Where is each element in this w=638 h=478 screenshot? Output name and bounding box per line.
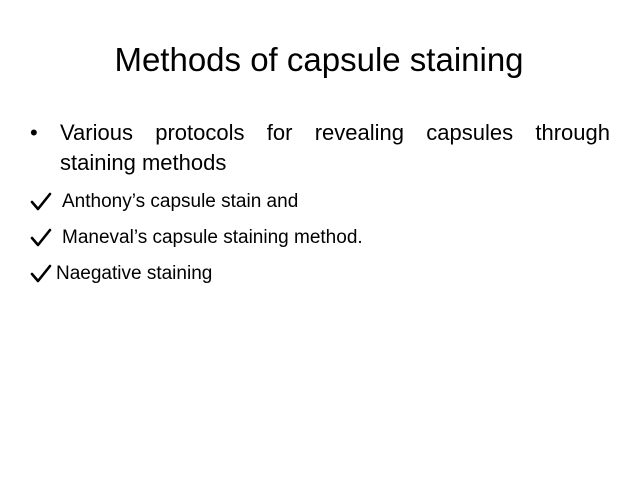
checklist-item-text: Naegative staining xyxy=(56,263,213,284)
slide-body xyxy=(30,118,610,292)
checklist-item-text: Anthony’s capsule stain and xyxy=(62,191,299,212)
checkmark-icon xyxy=(30,192,54,212)
checkmark-icon xyxy=(30,264,54,284)
checklist xyxy=(30,184,610,292)
checklist-item xyxy=(30,184,610,220)
bullet-marker: • xyxy=(30,120,38,145)
slide-title: Methods of capsule staining xyxy=(114,41,524,78)
checklist-item xyxy=(30,220,610,256)
bullet-item xyxy=(30,118,610,178)
bullet-text: Various protocols for revealing capsules through staining methods xyxy=(60,120,610,175)
checklist-item xyxy=(30,256,610,292)
checkmark-icon xyxy=(30,228,54,248)
checklist-item-text: Maneval’s capsule staining method. xyxy=(62,227,363,248)
